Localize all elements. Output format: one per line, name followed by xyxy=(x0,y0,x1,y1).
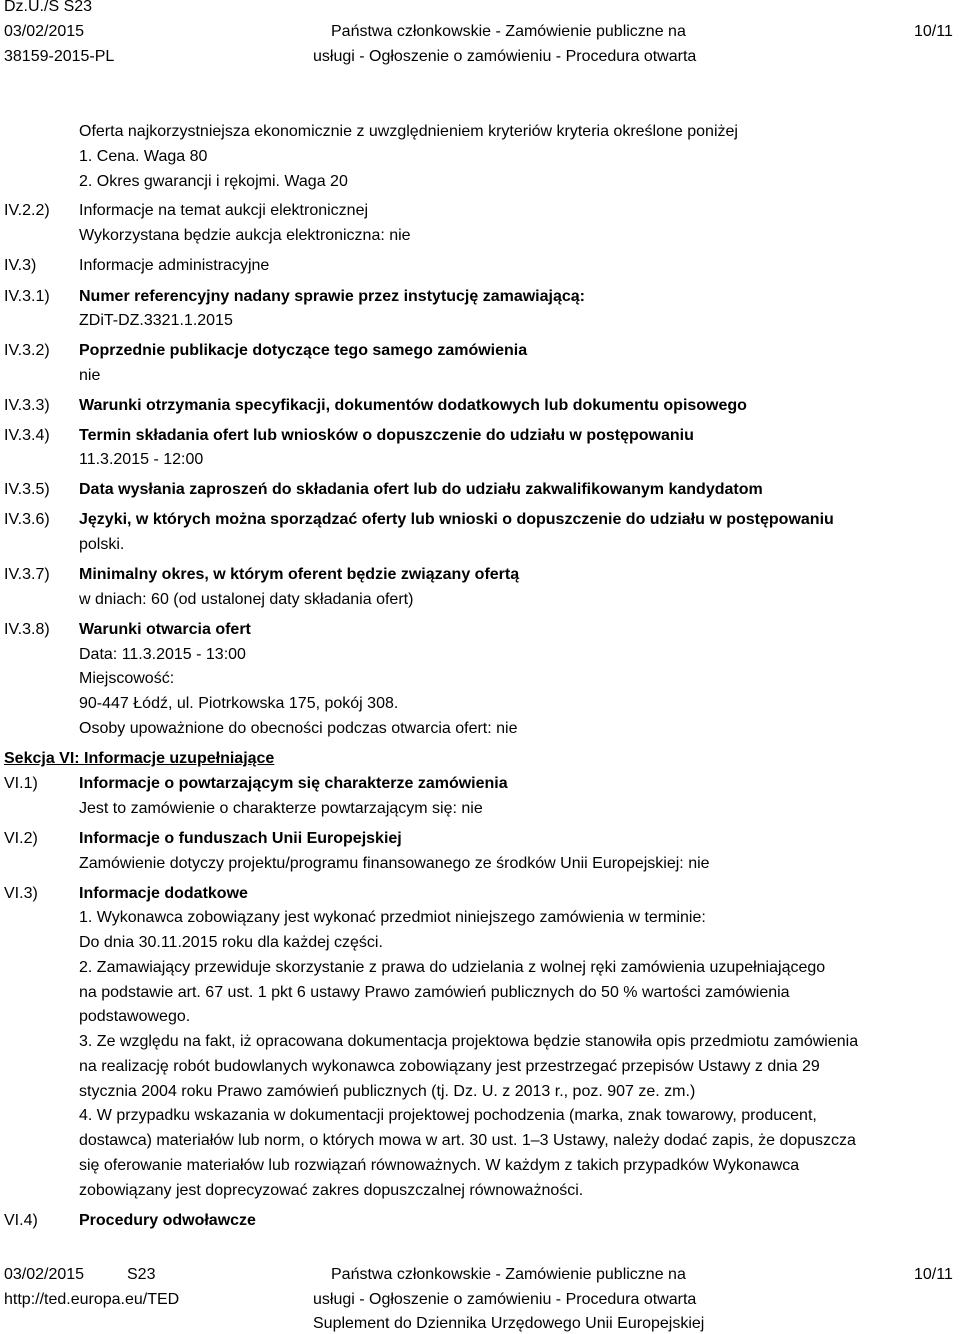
section-vi-title: Sekcja VI: Informacje uzupełniające xyxy=(4,750,275,767)
opening-persons: Osoby upoważnione do obecności podczas otwarcia ofert: nie xyxy=(79,720,518,737)
header-title-line-2: usługi - Ogłoszenie o zamówieniu - Procedura otwarta xyxy=(313,48,697,65)
additional-info-line: się oferowanie materiałów lub rozwiązań równoważnych. W każdym z takich przypadków Wykonawca xyxy=(79,1157,800,1174)
additional-info-line: stycznia 2004 roku Prawo zamówień publicznych (tj. Dz. U. z 2013 r., poz. 907 ze. zm.) xyxy=(79,1083,696,1100)
section-number: IV.3.5) xyxy=(4,481,50,498)
section-heading-additional-info: Informacje dodatkowe xyxy=(79,885,248,902)
additional-info-line: dostawca) materiałów lub norm, o których mowa w art. 30 ust. 1–3 Ustawy, należy dodać zapis, że dopuszcza xyxy=(79,1132,856,1149)
footer-title-line-2: usługi - Ogłoszenie o zamówieniu - Procedura otwarta xyxy=(313,1291,697,1308)
section-heading-electronic-auction: Informacje na temat aukcji elektronicznej xyxy=(79,202,369,219)
header-page-number: 10/11 xyxy=(914,23,953,40)
additional-info-line: 2. Zamawiający przewiduje skorzystanie z prawa do udzielania z wolnej ręki zamówienia uzupełniającego xyxy=(79,959,826,976)
footer-title-line-3: Suplement do Dziennika Urzędowego Unii Europejskiej xyxy=(313,1315,705,1332)
additional-info-line: podstawowego. xyxy=(79,1008,191,1025)
opening-place: 90-447 Łódź, ul. Piotrkowska 175, pokój 308. xyxy=(79,695,399,712)
header-date: 03/02/2015 xyxy=(4,23,85,40)
previous-publications-value: nie xyxy=(79,367,101,384)
additional-info-line: na realizację robót budowlanych wykonawca zobowiązany jest przestrzegać przepisów Ustawy z dnia 29 xyxy=(79,1058,820,1075)
journal-ref: Dz.U./S S23 xyxy=(4,0,93,15)
header-title-line-1: Państwa członkowskie - Zamówienie publiczne na xyxy=(331,23,686,40)
binding-period-value: w dniach: 60 (od ustalonej daty składania ofert) xyxy=(79,591,414,608)
section-heading-specification-conditions: Warunki otrzymania specyfikacji, dokumentów dodatkowych lub dokumentu opisowego xyxy=(79,397,747,414)
section-number: IV.2.2) xyxy=(4,202,50,219)
footer-date: 03/02/2015 xyxy=(4,1266,85,1283)
section-heading-eu-funds: Informacje o funduszach Unii Europejskiej xyxy=(79,830,402,847)
section-heading-administrative: Informacje administracyjne xyxy=(79,257,270,274)
section-number: IV.3.8) xyxy=(4,621,50,638)
additional-info-line: Do dnia 30.11.2015 roku dla każdej części. xyxy=(79,934,383,951)
criteria-intro: Oferta najkorzystniejsza ekonomicznie z uwzględnieniem kryteriów kryteria określone poniżej xyxy=(79,123,738,140)
opening-place-label: Miejscowość: xyxy=(79,670,175,687)
reference-number-value: ZDiT-DZ.3321.1.2015 xyxy=(79,312,233,329)
additional-info-line: 4. W przypadku wskazania w dokumentacji projektowej pochodzenia (marka, znak towarowy, producent, xyxy=(79,1107,817,1124)
section-heading-recurring: Informacje o powtarzającym się charakterze zamówienia xyxy=(79,775,508,792)
additional-info-line: na podstawie art. 67 ust. 1 pkt 6 ustawy Prawo zamówień publicznych do 50 % wartości zamówienia xyxy=(79,984,790,1001)
languages-value: polski. xyxy=(79,536,125,553)
footer-title-line-1: Państwa członkowskie - Zamówienie publiczne na xyxy=(331,1266,686,1283)
section-number: IV.3) xyxy=(4,257,37,274)
section-heading-invitations-date: Data wysłania zaproszeń do składania ofert lub do udziału zakwalifikowanym kandydatom xyxy=(79,481,763,498)
eu-funds-value: Zamówienie dotyczy projektu/programu finansowanego ze środków Unii Europejskiej: nie xyxy=(79,855,710,872)
section-number: IV.3.6) xyxy=(4,511,50,528)
section-heading-reference-number: Numer referencyjny nadany sprawie przez instytucję zamawiającą: xyxy=(79,288,585,305)
section-number: VI.4) xyxy=(4,1212,38,1229)
section-heading-languages: Języki, w których można sporządzać oferty lub wnioski o dopuszczenie do udziału w postępowaniu xyxy=(79,511,834,528)
additional-info-line: zobowiązany jest doprecyzować zakres dopuszczalnej równoważności. xyxy=(79,1182,584,1199)
section-number: VI.1) xyxy=(4,775,38,792)
additional-info-line: 1. Wykonawca zobowiązany jest wykonać przedmiot niniejszego zamówienia w terminie: xyxy=(79,909,706,926)
section-number: IV.3.1) xyxy=(4,288,50,305)
section-number: VI.3) xyxy=(4,885,38,902)
submission-deadline-value: 11.3.2015 - 12:00 xyxy=(79,451,204,468)
section-number: IV.3.2) xyxy=(4,342,50,359)
opening-date: Data: 11.3.2015 - 13:00 xyxy=(79,646,246,663)
footer-page-number: 10/11 xyxy=(914,1266,953,1283)
section-heading-appeal-procedures: Procedury odwoławcze xyxy=(79,1212,256,1229)
section-heading-opening-conditions: Warunki otwarcia ofert xyxy=(79,621,251,638)
recurring-value: Jest to zamówienie o charakterze powtarzającym się: nie xyxy=(79,800,483,817)
section-heading-binding-period: Minimalny okres, w którym oferent będzie związany ofertą xyxy=(79,566,520,583)
section-number: IV.3.7) xyxy=(4,566,50,583)
section-number: VI.2) xyxy=(4,830,38,847)
electronic-auction-value: Wykorzystana będzie aukcja elektroniczna: nie xyxy=(79,227,411,244)
document-id: 38159-2015-PL xyxy=(4,48,115,65)
criterion-price: 1. Cena. Waga 80 xyxy=(79,148,208,165)
criterion-warranty: 2. Okres gwarancji i rękojmi. Waga 20 xyxy=(79,173,348,190)
section-number: IV.3.4) xyxy=(4,427,50,444)
section-heading-previous-publications: Poprzednie publikacje dotyczące tego samego zamówienia xyxy=(79,342,528,359)
section-number: IV.3.3) xyxy=(4,397,50,414)
footer-series: S23 xyxy=(127,1266,156,1283)
additional-info-line: 3. Ze względu na fakt, iż opracowana dokumentacja projektowa będzie stanowiła opis przedmiotu zamówienia xyxy=(79,1033,859,1050)
footer-url-link[interactable]: http://ted.europa.eu/TED xyxy=(4,1291,180,1308)
section-heading-submission-deadline: Termin składania ofert lub wniosków o dopuszczenie do udziału w postępowaniu xyxy=(79,427,694,444)
